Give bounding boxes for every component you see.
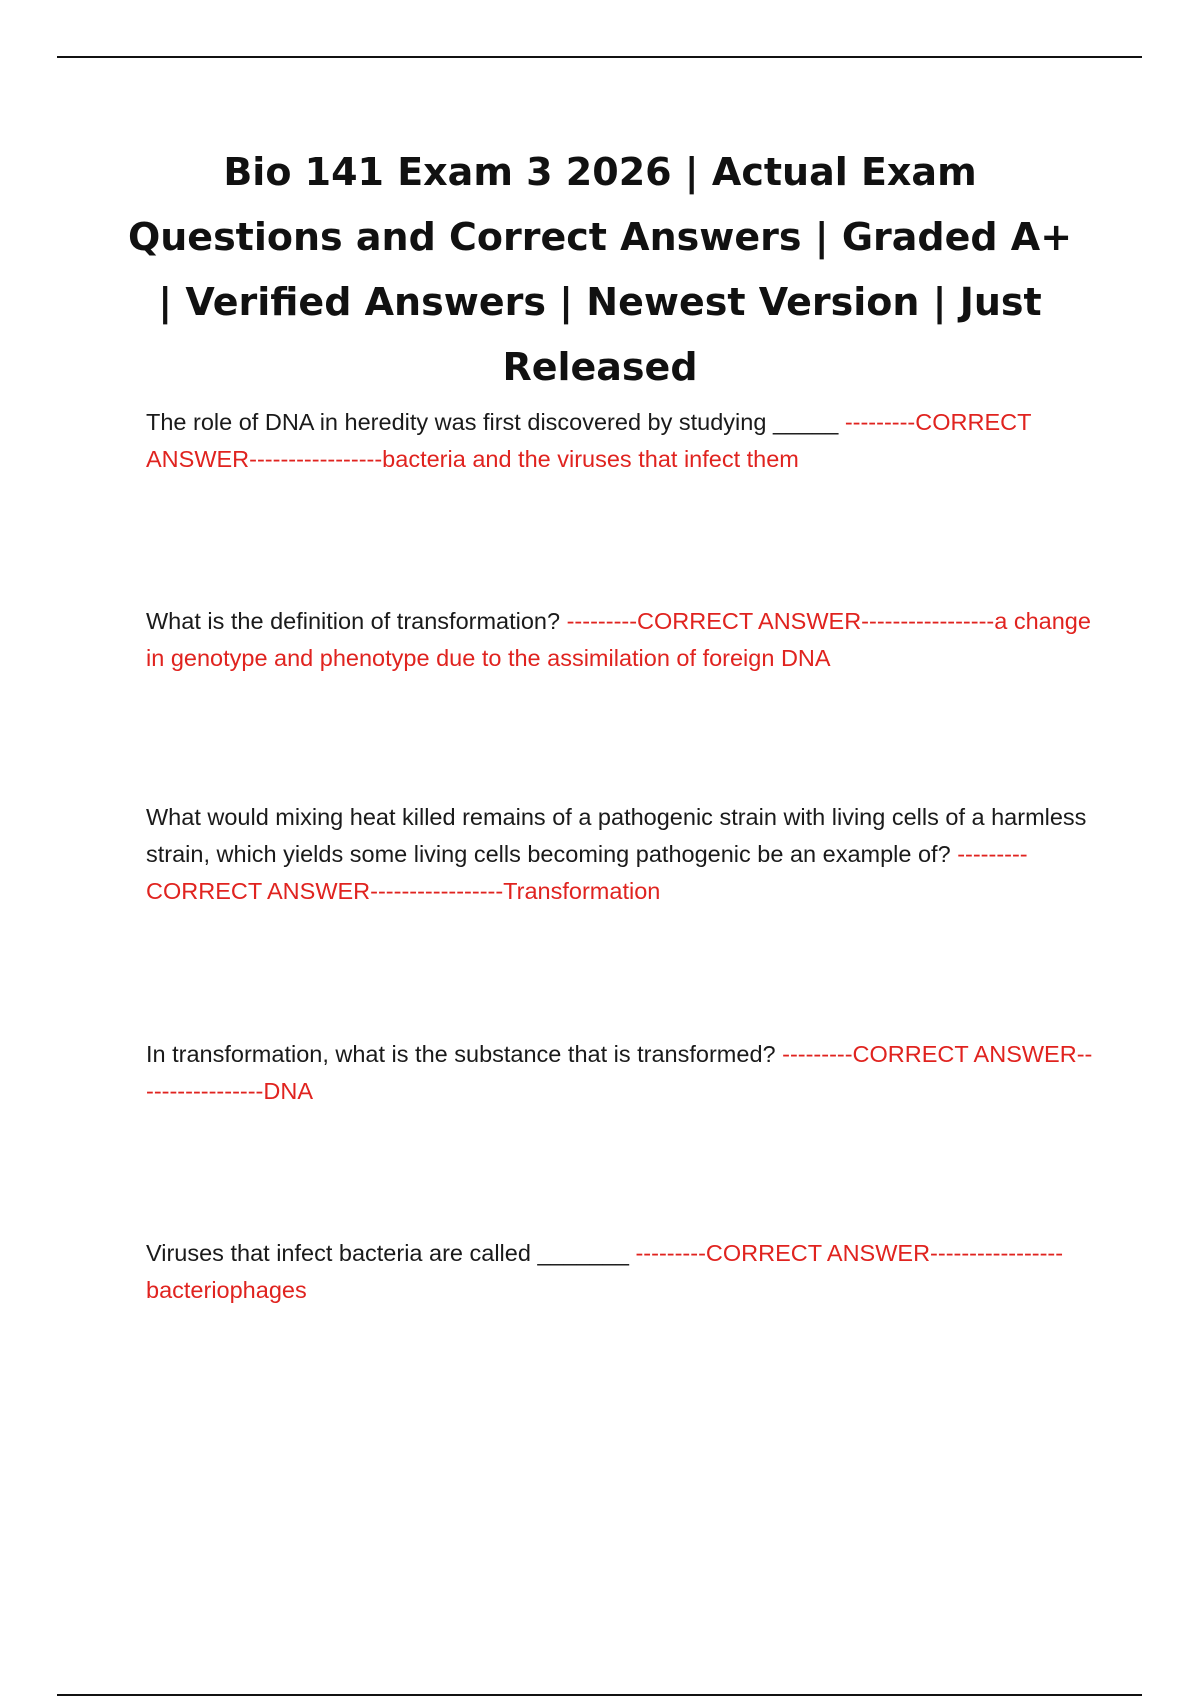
qa-item (146, 799, 1096, 910)
answer-text: ---------CORRECT ANSWER-----------------a change in genotype and phenotype due to the assimilation of foreign DNA (146, 608, 1091, 671)
question-text: What is the definition of transformation? (146, 608, 567, 634)
bottom-rule (57, 1694, 1142, 1696)
question-text: In transformation, what is the substance that is transformed? (146, 1041, 783, 1067)
answer-text: ---------CORRECT ANSWER-----------------DNA (146, 1041, 1093, 1104)
answer-text: ---------CORRECT ANSWER-----------------bacteriophages (146, 1240, 1064, 1303)
answer-text: ---------CORRECT ANSWER-----------------Transformation (146, 841, 1028, 904)
qa-item (146, 603, 1096, 677)
document-title: Bio 141 Exam 3 2026 | Actual Exam Questions and Correct Answers | Graded A+ | Verified Answers | Newest Version | Just Released (127, 150, 1073, 389)
top-rule (57, 56, 1142, 58)
qa-item (146, 1036, 1096, 1110)
question-text: What would mixing heat killed remains of a pathogenic strain with living cells of a harmless strain, which yields some living cells becoming pathogenic be an example of? (146, 804, 1087, 867)
qa-item (146, 1235, 1096, 1309)
qa-item (146, 404, 1096, 478)
question-text: The role of DNA in heredity was first discovered by studying _____ (146, 409, 845, 435)
question-text: Viruses that infect bacteria are called _______ (146, 1240, 636, 1266)
answer-text: ---------CORRECT ANSWER-----------------bacteria and the viruses that infect them (146, 409, 1032, 472)
